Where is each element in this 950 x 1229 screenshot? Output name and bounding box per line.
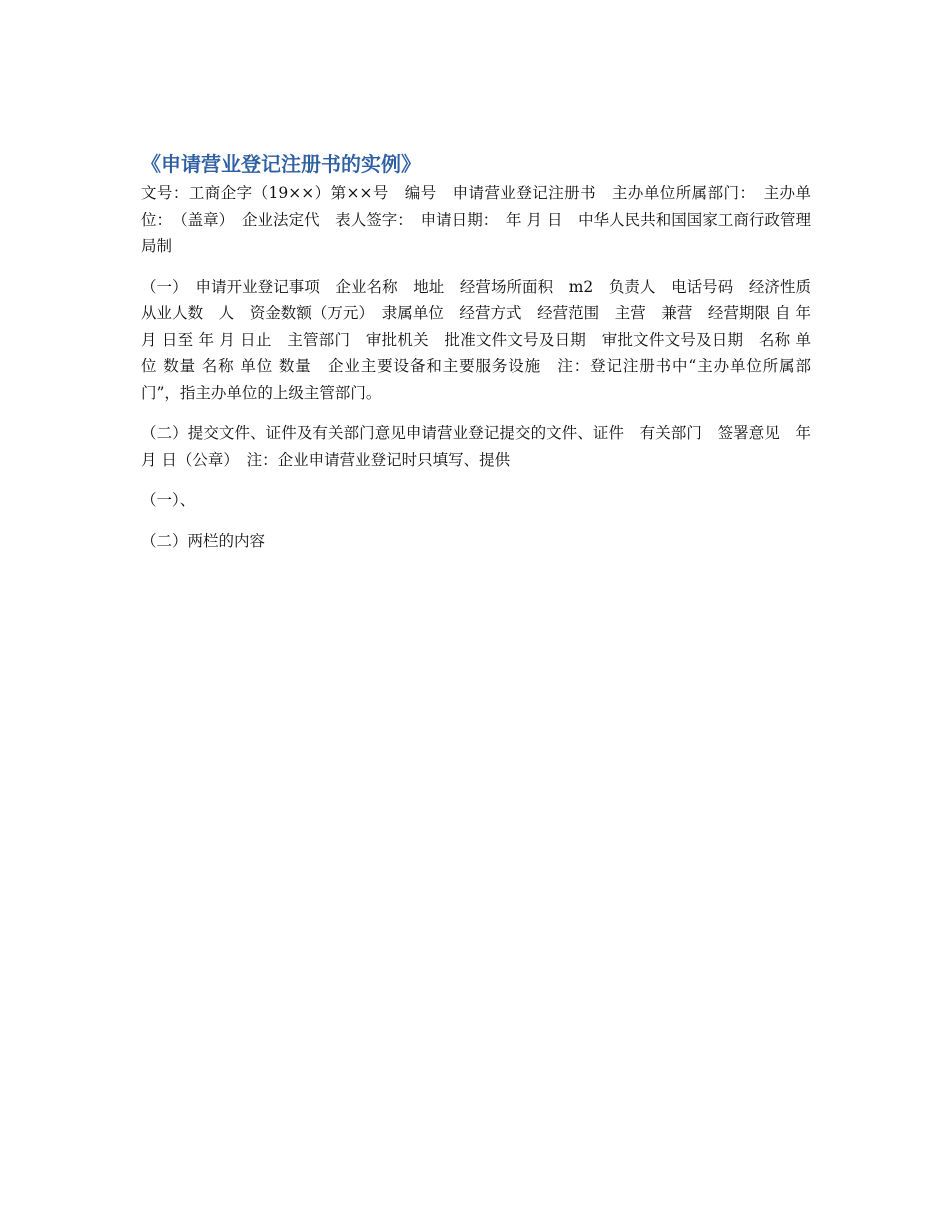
document-title: 《申请营业登记注册书的实例》	[141, 152, 421, 176]
paragraph-section-one: （一） 申请开业登记事项 企业名称 地址 经营场所面积 m2 负责人 电话号码 经济性质 从业人数 人 资金数额（万元） 隶属单位 经营方式 经营范围 主营 兼营 经营期限 自 年 月 日至 年 月 日止 主管部门 审批机关 批准文件文号及日期 审批文件文号及日期 名称 单位 数量 名称 单位 数量 企业主要设备和主要服务设施 注：登记注册书中“主办单位所属部门”，指主办单位的上级主管部门。	[141, 277, 827, 402]
paragraph-section-two: （二）提交文件、证件及有关部门意见申请营业登记提交的文件、证件 有关部门 签署意见 年 月 日（公章） 注：企业申请营业登记时只填写、提供	[141, 424, 811, 469]
paragraph-note-one: （一）、	[141, 491, 196, 509]
paragraph-note-two: （二）两栏的内容	[141, 531, 266, 550]
paragraph-header-info: 文号：工商企字（19××）第××号 编号 申请营业登记注册书 主办单位所属部门： 主办单位： （盖章） 企业法定代 表人签字： 申请日期： 年 月 日 中华人民共和国国家工商行政管理局制	[141, 184, 811, 255]
document-page	[141, 150, 827, 554]
